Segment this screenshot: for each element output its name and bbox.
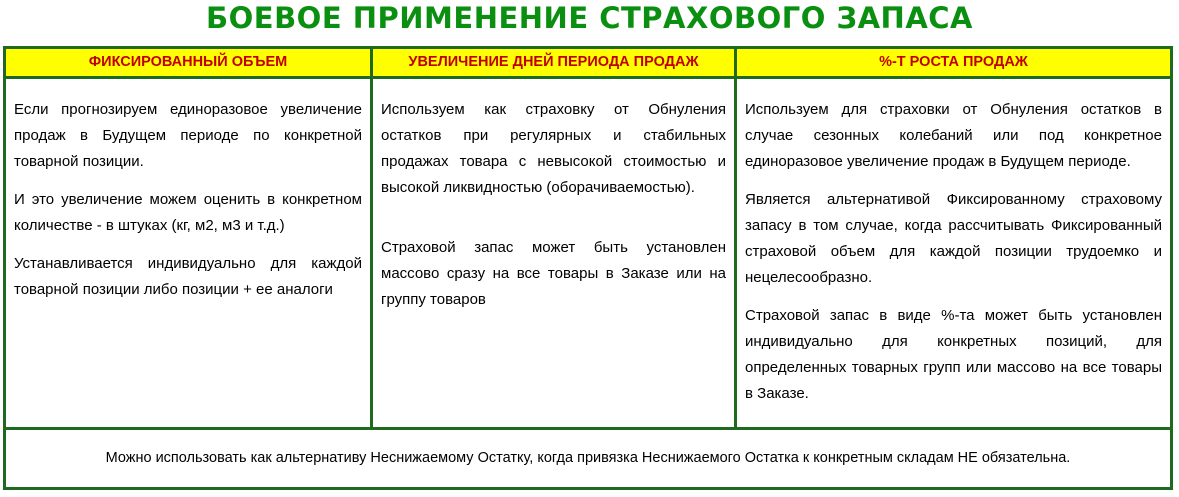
cell-paragraph: Страховой запас в виде %-та может быть установлен индивидуально для конкретных позиций, для определенных товарных групп или массово на все товары в Заказе.: [745, 307, 1162, 402]
cell-sales-days: [373, 79, 734, 427]
header-sales-days: УВЕЛИЧЕНИЕ ДНЕЙ ПЕРИОДА ПРОДАЖ: [408, 54, 699, 70]
header-fixed-volume: ФИКСИРОВАННЫЙ ОБЪЕМ: [88, 54, 288, 70]
header-sales-growth: %-Т РОСТА ПРОДАЖ: [879, 54, 1028, 70]
cell-paragraph: Страховой запас может быть установлен массово сразу на все товары в Заказе или на группу товаров: [381, 239, 726, 308]
comparison-table: [3, 46, 1173, 490]
footer-note: Можно использовать как альтернативу Неснижаемому Остатку, когда привязка Неснижаемого Остатка к конкретным складам НЕ обязательна.: [105, 450, 1071, 466]
table-header-row: [6, 49, 1170, 79]
cell-paragraph: Используем как страховку от Обнуления остатков при регулярных и стабильных продажах товара с невысокой стоимостью и высокой ликвидностью (оборачиваемостью).: [381, 101, 726, 196]
cell-paragraph: Используем для страховки от Обнуления остатков в случае сезонных колебаний или под конкретное единоразовое увеличение продаж в Будущем периоде.: [745, 101, 1162, 170]
cell-fixed-volume: [6, 79, 370, 427]
page-title: БОЕВОЕ ПРИМЕНЕНИЕ СТРАХОВОГО ЗАПАСА: [206, 1, 973, 35]
cell-paragraph: Устанавливается индивидуально для каждой товарной позиции либо позиции + ее аналоги: [14, 255, 362, 298]
cell-paragraph: И это увеличение можем оценить в конкретном количестве - в штуках (кг, м2, м3 и т.д.): [14, 191, 362, 234]
cell-sales-growth: [737, 79, 1170, 427]
cell-paragraph: Если прогнозируем единоразовое увеличение продаж в Будущем периоде по конкретной товарной позиции.: [14, 101, 362, 170]
cell-paragraph: Является альтернативой Фиксированному страховому запасу в том случае, когда рассчитывать Фиксированный страховой объем для каждой позиции трудоемко и нецелесообразно.: [745, 191, 1162, 286]
